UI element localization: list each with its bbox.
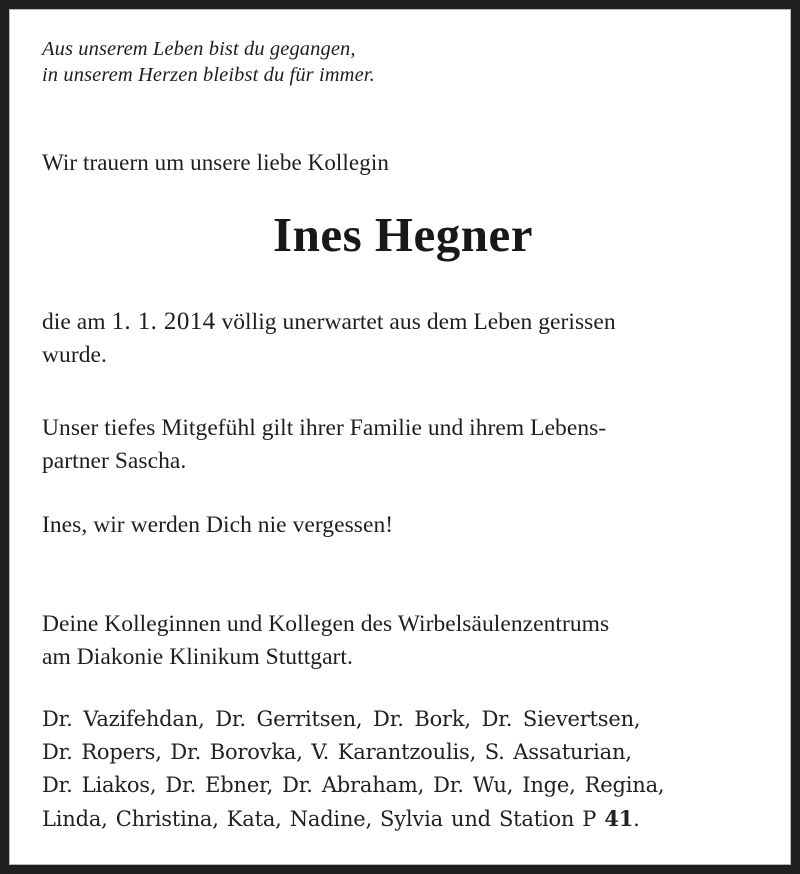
death-date-line-2: wurde. [42, 341, 107, 368]
epigraph-line-1: Aus unserem Leben bist du gegangen, [42, 38, 356, 60]
signature-line-4 [42, 802, 758, 836]
intro-line: Wir trauern um unsere liebe Kollegin [42, 150, 389, 175]
paragraph-condolences [42, 412, 758, 477]
paragraph-signoff [42, 608, 758, 673]
signoff-line-1: Deine Kolleginnen und Kollegen des Wirbelsäulenzentrums [42, 611, 610, 637]
condolences-line-2: partner Sascha. [42, 447, 187, 474]
death-date-value: 1. 1. 2014 [111, 308, 216, 335]
signature-line-4-suffix: . [633, 807, 640, 831]
signature-line-1: Dr. Vazifehdan, Dr. Gerritsen, Dr. Bork, Dr. Sievertsen, [42, 707, 641, 731]
station-number: 41 [604, 806, 634, 831]
paragraph-remembrance [42, 509, 758, 542]
epigraph-line-2: in unserem Herzen bleibst du für immer. [42, 64, 375, 86]
epigraph-verse [42, 36, 662, 88]
death-date-suffix: völlig unerwartet aus dem Leben gerissen [215, 309, 616, 335]
signature-line-4-prefix: Linda, Christina, Kata, Nadine, Sylvia und Station P [42, 807, 605, 831]
signoff-line-2: am Diakonie Klinikum Stuttgart. [42, 643, 353, 670]
condolences-line-1: Unser tiefes Mitgefühl gilt ihrer Familie und ihrem Lebens- [42, 415, 607, 441]
deceased-name: Ines Hegner [273, 207, 533, 262]
signature-line-2: Dr. Ropers, Dr. Borovka, V. Karantzoulis, S. Assaturian, [42, 740, 632, 764]
signature-line-3: Dr. Liakos, Dr. Ebner, Dr. Abraham, Dr. Wu, Inge, Regina, [42, 773, 665, 797]
paragraph-death-date [42, 306, 758, 371]
remembrance-line-1: Ines, wir werden Dich nie vergessen! [42, 512, 394, 538]
signature-list [42, 703, 758, 836]
death-date-line-1 [42, 306, 758, 339]
death-date-prefix: die am [42, 309, 112, 335]
